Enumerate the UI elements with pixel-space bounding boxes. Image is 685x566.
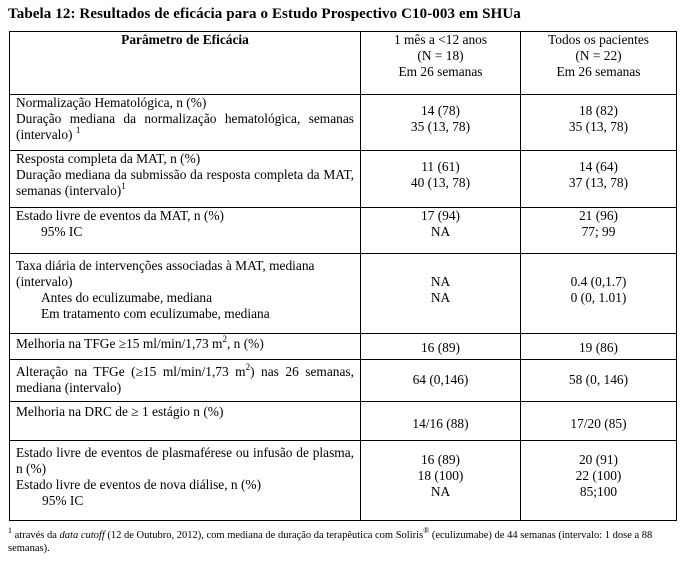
table-header-row: [10, 32, 677, 95]
label-line: 95% IC: [42, 493, 84, 508]
header-col2-line2: (N = 22): [575, 48, 622, 63]
footnote-marker: 1: [8, 525, 12, 535]
value-line: NA: [430, 274, 451, 289]
table-row: [10, 402, 677, 441]
cell-value: 19 (86): [521, 334, 677, 360]
row-label-drc-improvement: Melhoria na DRC de ≥ 1 estágio n (%): [10, 402, 361, 441]
cell-value: [521, 208, 677, 254]
registered-mark: ®: [423, 525, 430, 535]
cell-value: [521, 254, 677, 334]
cell-value: [361, 95, 521, 151]
cell-value: 58 (0, 146): [521, 360, 677, 402]
value-line: 22 (100): [575, 468, 622, 483]
value-line: 11 (61): [421, 159, 460, 174]
footnote-text: através da: [12, 530, 60, 541]
table-row: [10, 334, 677, 360]
table-footnote: [8, 525, 683, 555]
cell-value: [361, 254, 521, 334]
label-line: Em tratamento com eculizumabe, mediana: [41, 306, 270, 321]
superscript: 2: [222, 333, 227, 344]
header-col1-line2: (N = 18): [417, 48, 464, 63]
header-col2-line3: Em 26 semanas: [556, 64, 641, 79]
cell-value: [521, 441, 677, 521]
row-label-mat-response: [10, 151, 361, 208]
table-row: [10, 360, 677, 402]
label-line: 95% IC: [41, 224, 83, 239]
efficacy-table: [9, 31, 677, 521]
header-col1-line1: 1 mês a <12 anos: [393, 32, 488, 47]
label-line: Estado livre de eventos de nova diálise, n (%): [16, 477, 262, 492]
row-label-mat-interventions: [10, 254, 361, 334]
cell-value: [361, 151, 521, 208]
value-line: NA: [430, 224, 451, 239]
row-label-tfge-improvement: [10, 334, 361, 360]
label-line: Estado livre de eventos da MAT, n (%): [16, 208, 224, 223]
table-row: [10, 208, 677, 254]
cell-value: 14/16 (88): [361, 402, 521, 441]
label-line: [16, 167, 354, 199]
value-line: 14 (64): [578, 159, 619, 174]
value-line: 77; 99: [581, 224, 616, 239]
cell-value: 64 (0,146): [361, 360, 521, 402]
header-col-1-to-12-years: [361, 32, 521, 95]
row-label-hematologic: [10, 95, 361, 151]
table-row: [10, 441, 677, 521]
footnote-text: (eculizumabe) de 44 semanas (intervalo: 1 dose a 88 semanas).: [8, 530, 653, 554]
label-line: Estado livre de eventos de plasmaférese ou infusão de plasma, n (%): [16, 445, 354, 476]
label-text: Melhoria na TFGe ≥15 ml/min/1,73 m: [16, 336, 223, 351]
table-row: [10, 151, 677, 208]
footnote-ref: 1: [121, 180, 126, 191]
cell-value: [521, 95, 677, 151]
label-line: Antes do eculizumabe, mediana: [41, 290, 213, 305]
cell-value: 16 (89): [361, 334, 521, 360]
row-label-tfge-change: [10, 360, 361, 402]
value-line: 21 (96): [578, 208, 619, 223]
value-line: 18 (82): [578, 103, 619, 118]
value-line: 0 (0, 1.01): [570, 290, 627, 305]
value-line: 40 (13, 78): [410, 175, 471, 190]
label-line: Normalização Hematológica, n (%): [16, 95, 207, 110]
value-line: 37 (13, 78): [568, 175, 629, 190]
row-label-plasma-dialysis: [10, 441, 361, 521]
header-parameter: Parâmetro de Eficácia: [10, 32, 361, 95]
label-line: Resposta completa da MAT, n (%): [16, 151, 201, 166]
cell-value: [361, 441, 521, 521]
label-text: , n (%): [226, 336, 264, 351]
value-line: 20 (91): [578, 452, 619, 467]
label-line: [16, 111, 354, 143]
label-line: Taxa diária de intervenções associadas à MAT, mediana (intervalo): [16, 258, 315, 289]
footnote-text: (12 de Outubro, 2012), com mediana de duração da terapêutica com Soliris: [104, 530, 424, 541]
table-row: [10, 254, 677, 334]
value-line: NA: [430, 290, 451, 305]
value-line: 16 (89): [420, 452, 461, 467]
row-label-mat-event-free: [10, 208, 361, 254]
superscript: 2: [245, 361, 251, 372]
table-caption: Tabela 12: Resultados de eficácia para o Estudo Prospectivo C10-003 em SHUa: [8, 6, 521, 22]
header-col-all-patients: [521, 32, 677, 95]
value-line: 14 (78): [420, 103, 461, 118]
cell-value: [361, 208, 521, 254]
footnote-italic: data cutoff: [59, 530, 105, 541]
header-col2-line1: Todos os pacientes: [548, 32, 649, 47]
table-row: [10, 95, 677, 151]
label-text: Alteração na TFGe (≥15 ml/min/1,73 m: [16, 364, 246, 379]
label-text: Duração mediana da submissão da resposta completa da MAT, semanas (intervalo): [16, 167, 354, 198]
cell-value: 17/20 (85): [521, 402, 677, 441]
value-line: NA: [430, 484, 451, 499]
label-text: Duração mediana da normalização hematológica, semanas (intervalo): [16, 111, 354, 142]
header-col1-line3: Em 26 semanas: [398, 64, 483, 79]
value-line: 17 (94): [420, 208, 461, 223]
value-line: 18 (100): [417, 468, 464, 483]
value-line: 85;100: [579, 484, 618, 499]
cell-value: [521, 151, 677, 208]
value-line: 35 (13, 78): [410, 119, 471, 134]
value-line: 35 (13, 78): [568, 119, 629, 134]
label-text: ) nas 26 semanas, mediana (intervalo): [16, 364, 354, 395]
footnote-ref: 1: [75, 124, 81, 135]
value-line: 0.4 (0,1.7): [570, 274, 627, 289]
